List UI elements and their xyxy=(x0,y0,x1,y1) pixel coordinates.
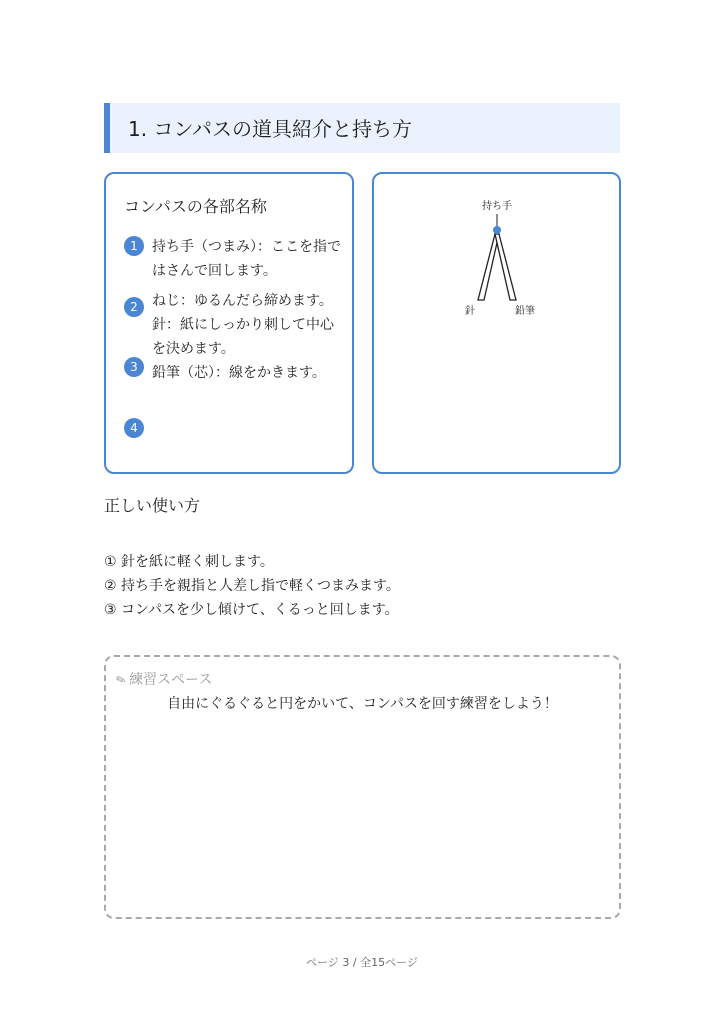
parts-list xyxy=(152,235,342,385)
pencil-leg xyxy=(495,234,516,300)
usage-title: 正しい使い方 xyxy=(104,496,201,515)
needle-leg xyxy=(478,234,499,300)
section-title: 1. コンパスの道具紹介と持ち方 xyxy=(128,117,413,141)
part-item-pencil: 鉛筆（芯）：線をかきます。 xyxy=(152,365,326,381)
part-item-screw: ねじ：ゆるんだら締めます。 xyxy=(152,293,333,309)
section-header xyxy=(104,103,620,153)
usage-step-2: ② 持ち手を親指と人差し指で軽くつまみます。 xyxy=(104,578,400,594)
number-badge-3: 3 xyxy=(124,357,144,377)
pivot-dot xyxy=(493,226,501,234)
practice-label-text: 練習スペース xyxy=(129,672,213,688)
practice-prompt: 自由にぐるぐると円をかいて、コンパスを回す練習をしよう！ xyxy=(167,696,558,712)
usage-step-3: ③ コンパスを少し傾けて、くるっと回します。 xyxy=(104,602,399,618)
parts-card xyxy=(104,172,354,474)
compass-diagram xyxy=(374,174,619,472)
pencil-icon: ✎ xyxy=(113,671,129,689)
diagram-label-handle: 持ち手 xyxy=(482,201,512,212)
usage-step-1: ① 針を紙に軽く刺します。 xyxy=(104,554,274,570)
diagram-label-needle: 針 xyxy=(465,306,475,317)
part-item-needle: 針：紙にしっかり刺して中心を決めます。 xyxy=(152,317,334,357)
usage-steps xyxy=(104,550,400,622)
diagram-label-pencil: 鉛筆 xyxy=(515,306,535,317)
practice-space[interactable] xyxy=(104,655,621,919)
number-badge-1: 1 xyxy=(124,236,144,256)
part-item-handle: 持ち手（つまみ）：ここを指ではさんで回します。 xyxy=(152,239,341,279)
page-footer: ページ 3 / 全15ページ xyxy=(306,956,418,969)
number-badge-4: 4 xyxy=(124,418,144,438)
number-badge-2: 2 xyxy=(124,297,144,317)
practice-label xyxy=(113,669,213,689)
parts-card-title: コンパスの各部名称 xyxy=(124,197,267,216)
diagram-card xyxy=(372,172,621,474)
